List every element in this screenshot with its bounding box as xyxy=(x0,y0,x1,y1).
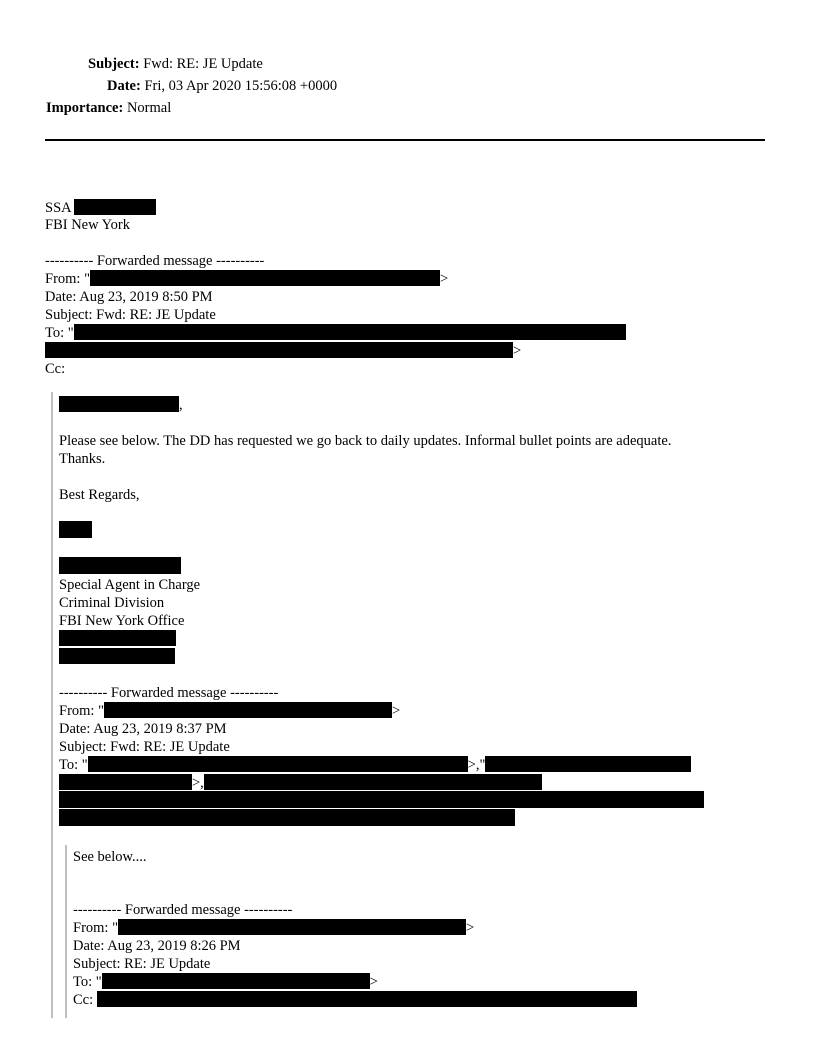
fwd1-from-label: From: " xyxy=(45,271,90,287)
fwd2-to-line xyxy=(59,756,691,774)
fwd2-subject: Subject: Fwd: RE: JE Update xyxy=(59,739,230,755)
subject-label: Subject: xyxy=(88,56,140,72)
fwd3-separator: ---------- Forwarded message ---------- xyxy=(73,902,293,918)
fwd3-cc-line xyxy=(73,991,637,1009)
fwd3-to-end: > xyxy=(369,974,378,990)
redaction xyxy=(45,342,513,358)
header-divider xyxy=(45,139,765,141)
fwd3-to-line xyxy=(73,973,378,991)
redaction xyxy=(97,991,637,1007)
msg1-sig-office: FBI New York Office xyxy=(59,613,185,629)
fwd2-to-line2 xyxy=(59,774,542,792)
fwd3-from-end: > xyxy=(466,920,475,936)
msg1-sig-division: Criminal Division xyxy=(59,595,165,611)
redaction xyxy=(90,270,440,286)
redaction xyxy=(59,521,92,538)
fwd1-date: Date: Aug 23, 2019 8:50 PM xyxy=(45,289,213,305)
fwd3-cc-label: Cc: xyxy=(73,992,94,1008)
fwd2-to-sep1: >," xyxy=(467,757,486,773)
fwd2-from-end: > xyxy=(392,703,401,719)
redaction xyxy=(102,973,370,989)
fwd3-from-label: From: " xyxy=(73,920,118,936)
fwd2-from-line xyxy=(59,702,400,720)
redaction xyxy=(59,630,176,646)
redaction xyxy=(88,756,468,772)
redaction xyxy=(59,791,704,808)
fwd3-from-line xyxy=(73,919,474,937)
date-line xyxy=(107,77,337,95)
importance-value: Normal xyxy=(126,100,172,116)
date-label: Date: xyxy=(107,78,141,94)
msg2-body: See below.... xyxy=(73,849,147,865)
fwd1-subject: Subject: Fwd: RE: JE Update xyxy=(45,307,216,323)
fwd1-from-end: > xyxy=(440,271,449,287)
fwd1-to-label: To: " xyxy=(45,325,74,341)
sender-title-line xyxy=(45,199,156,217)
fwd2-to-sep2: >, xyxy=(192,775,204,791)
importance-label: Importance: xyxy=(46,100,124,116)
sender-title: SSA xyxy=(45,200,71,216)
fwd1-separator: ---------- Forwarded message ---------- xyxy=(45,253,265,269)
msg1-greeting-line xyxy=(59,396,183,414)
redaction xyxy=(59,774,192,790)
redaction xyxy=(74,199,156,215)
fwd1-to-line xyxy=(45,324,626,342)
date-value: Fri, 03 Apr 2020 15:56:08 +0000 xyxy=(144,78,338,94)
redaction xyxy=(485,756,691,772)
fwd1-from-line xyxy=(45,270,448,288)
fwd3-date: Date: Aug 23, 2019 8:26 PM xyxy=(73,938,241,954)
redaction xyxy=(104,702,392,718)
sender-office: FBI New York xyxy=(45,217,131,233)
fwd3-subject: Subject: RE: JE Update xyxy=(73,956,211,972)
redaction xyxy=(59,557,181,574)
fwd1-to-line2 xyxy=(45,342,521,360)
quote-bar xyxy=(51,392,53,1018)
fwd1-to-end: > xyxy=(513,343,522,359)
msg1-closing: Best Regards, xyxy=(59,487,140,503)
redaction xyxy=(74,324,626,340)
redaction xyxy=(118,919,466,935)
redaction xyxy=(204,774,542,790)
msg1-sig-title: Special Agent in Charge xyxy=(59,577,201,593)
fwd2-separator: ---------- Forwarded message ---------- xyxy=(59,685,279,701)
subject-line xyxy=(88,55,263,73)
subject-value: Fwd: RE: JE Update xyxy=(143,56,263,72)
importance-line xyxy=(46,99,171,117)
msg1-body: Please see below. The DD has requested we go back to daily updates. Informal bullet points are adequate. xyxy=(59,433,672,449)
redaction xyxy=(59,648,175,664)
fwd3-to-label: To: " xyxy=(73,974,102,990)
msg1-greeting-end: , xyxy=(179,397,183,413)
redaction xyxy=(59,809,515,826)
msg1-thanks: Thanks. xyxy=(59,451,106,467)
fwd2-date: Date: Aug 23, 2019 8:37 PM xyxy=(59,721,227,737)
fwd2-to-label: To: " xyxy=(59,757,88,773)
quote-bar xyxy=(65,845,67,1018)
redaction xyxy=(59,396,179,412)
fwd2-from-label: From: " xyxy=(59,703,104,719)
fwd1-cc: Cc: xyxy=(45,361,66,377)
